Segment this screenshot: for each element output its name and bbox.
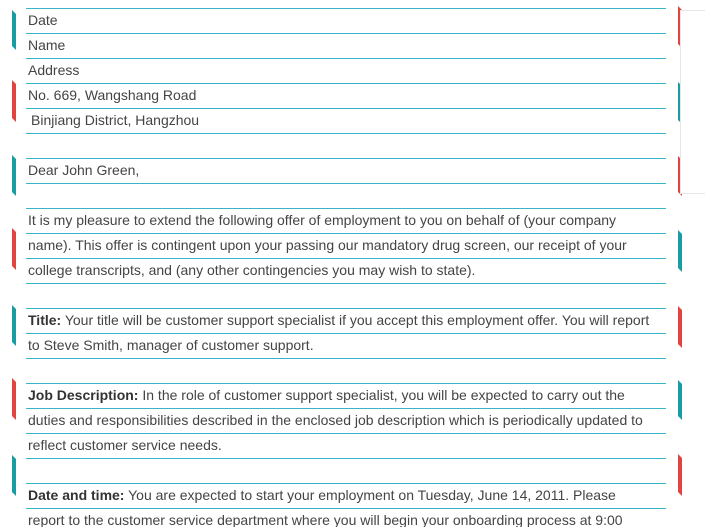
date-paragraph-line-1 — [26, 483, 666, 508]
date-and-time-label: Date and time: — [28, 487, 125, 503]
job-description-text: In the role of customer support specialist, you will be expected to carry out the — [138, 387, 625, 403]
date-paragraph-line-2: report to the customer service department where you will begin your onboarding process at 9:00 — [26, 508, 666, 527]
salutation: Dear John Green, — [26, 158, 666, 183]
title-label: Title: — [28, 312, 62, 328]
intro-line-3: college transcripts, and (any other contingencies you may wish to state). — [26, 258, 666, 283]
address-field: Address — [26, 58, 666, 83]
left-decorative-edge — [0, 0, 22, 527]
intro-line-2: name). This offer is contingent upon your passing our mandatory drug screen, our receipt of your — [26, 233, 666, 258]
address-line-2: Binjiang District, Hangzhou — [26, 108, 666, 133]
name-field: Name — [26, 33, 666, 58]
letter-body — [26, 8, 666, 527]
blank-line — [26, 133, 666, 158]
date-and-time-text: You are expected to start your employment on Tuesday, June 14, 2011. Please — [124, 487, 616, 503]
job-paragraph-line-2: duties and responsibilities described in the enclosed job description which is periodically updated to — [26, 408, 666, 433]
job-paragraph-line-1 — [26, 383, 666, 408]
blank-line — [26, 358, 666, 383]
date-field: Date — [26, 8, 666, 33]
job-paragraph-line-3: reflect customer service needs. — [26, 433, 666, 458]
title-paragraph-line-2: to Steve Smith, manager of customer support. — [26, 333, 666, 358]
blank-line — [26, 183, 666, 208]
side-panel-edge — [680, 10, 705, 194]
title-text: Your title will be customer support specialist if you accept this employment offer. You will report — [61, 312, 650, 328]
blank-line — [26, 458, 666, 483]
intro-line-1: It is my pleasure to extend the following offer of employment to you on behalf of (your company — [26, 208, 666, 233]
blank-line — [26, 283, 666, 308]
job-description-label: Job Description: — [28, 387, 139, 403]
address-line-1: No. 669, Wangshang Road — [26, 83, 666, 108]
title-paragraph-line-1 — [26, 308, 666, 333]
